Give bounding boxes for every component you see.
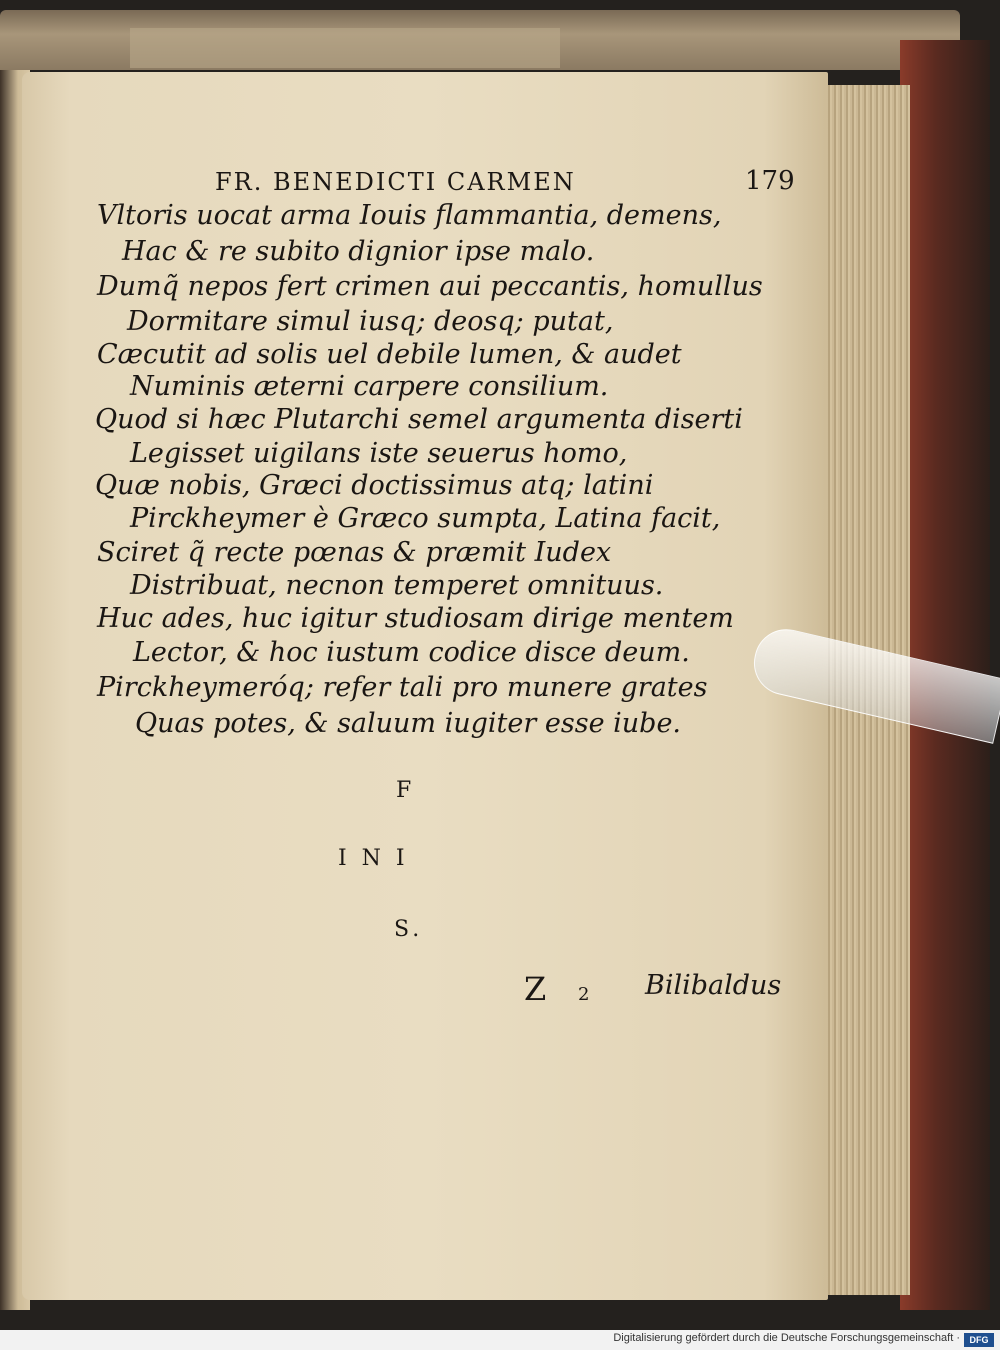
verse-line: Legisset uigilans iste seuerus homo, bbox=[130, 438, 628, 469]
running-head: FR. BENEDICTI CARMEN bbox=[215, 168, 576, 196]
verse-line: Quod si hæc Plutarchi semel argumenta diserti bbox=[95, 404, 743, 435]
signature-number: 2 bbox=[578, 984, 590, 1005]
book-top-stripe bbox=[130, 28, 560, 68]
dfg-logo: DFG bbox=[964, 1333, 994, 1347]
page-number: 179 bbox=[745, 166, 795, 196]
verse-line: Pirckheymer è Græco sumpta, Latina facit, bbox=[130, 503, 721, 534]
signature-mark: Z bbox=[524, 970, 547, 1008]
verse-line: Distribuat, necnon temperet omnituus. bbox=[130, 570, 664, 601]
footer-credit: Digitalisierung gefördert durch die Deutsche Forschungsgemeinschaft · bbox=[613, 1332, 960, 1344]
footer-bar bbox=[0, 1330, 1000, 1350]
verse-line: Pirckheymeróq; refer tali pro munere grates bbox=[97, 672, 708, 703]
verse-line: Dormitare simul iusq; deosq; putat, bbox=[127, 306, 614, 337]
verse-line: Numinis æterni carpere consilium. bbox=[130, 371, 609, 402]
verse-line: Huc ades, huc igitur studiosam dirige mentem bbox=[97, 603, 734, 634]
verse-line: Hac & re subito dignior ipse malo. bbox=[122, 236, 595, 267]
verse-line: Cæcutit ad solis uel debile lumen, & audet bbox=[97, 339, 682, 370]
finis-line-3: S. bbox=[394, 917, 424, 942]
catchword: Bilibaldus bbox=[645, 970, 782, 1001]
finis-line-1: F bbox=[396, 778, 416, 803]
verse-line: Quas potes, & saluum iugiter esse iube. bbox=[135, 708, 681, 739]
verse-line: Lector, & hoc iustum codice disce deum. bbox=[133, 637, 690, 668]
verse-line: Dumq̃ nepos fert crimen aui peccantis, homullus bbox=[97, 271, 763, 302]
verse-line: Vltoris uocat arma Iouis flammantia, demens, bbox=[97, 200, 722, 231]
verse-line: Sciret q̃ recte pœnas & præmit Iudex bbox=[97, 537, 612, 568]
book-top-edge bbox=[0, 10, 960, 70]
verse-line: Quæ nobis, Græci doctissimus atq; latini bbox=[95, 470, 654, 501]
finis-line-2: I N I bbox=[338, 846, 409, 871]
